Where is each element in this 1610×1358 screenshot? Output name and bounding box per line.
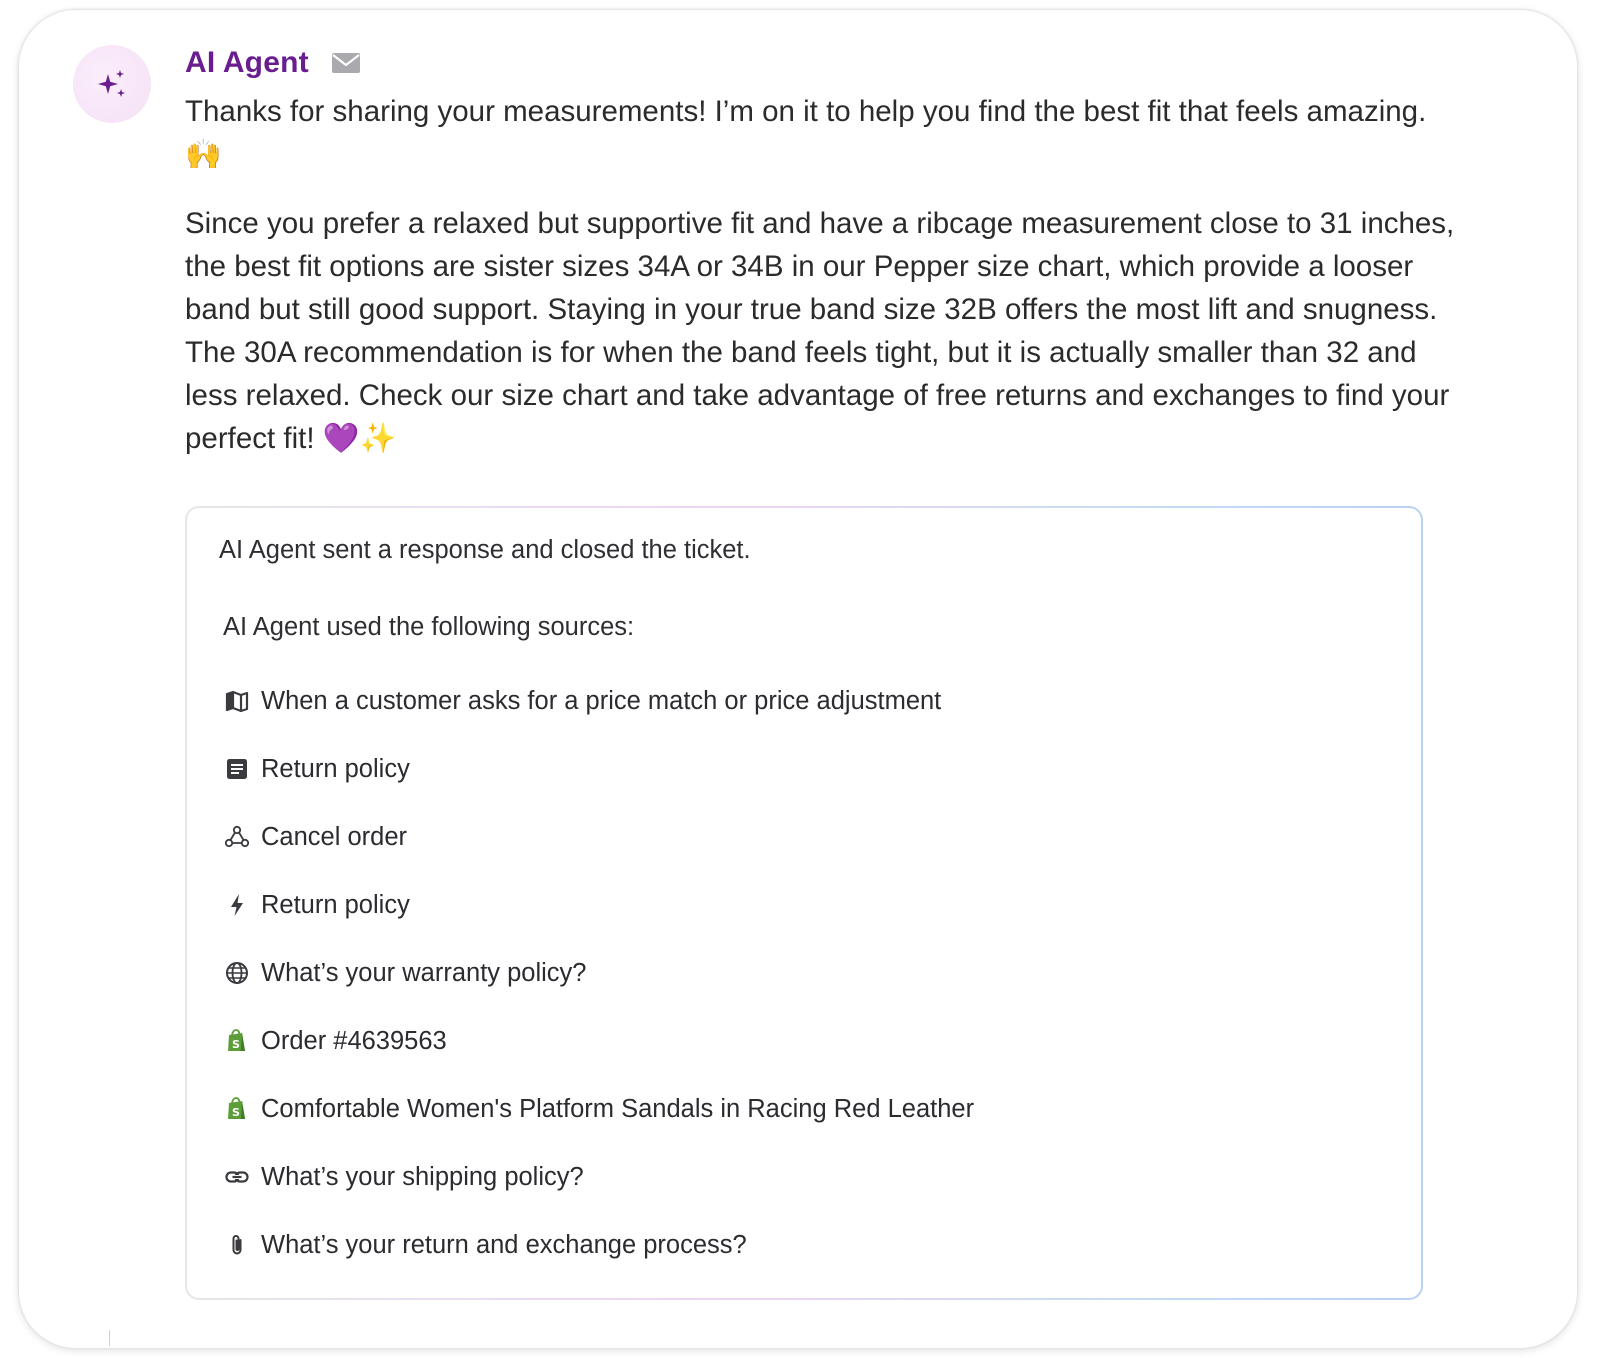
- shopify-icon: [223, 1095, 251, 1123]
- agent-name: AI Agent: [185, 46, 309, 79]
- paperclip-icon: [223, 1231, 251, 1259]
- sources-panel: [185, 506, 1423, 1300]
- source-label: Return policy: [261, 890, 410, 919]
- mail-icon: [331, 51, 361, 75]
- webhook-icon: [223, 823, 251, 851]
- source-label: What’s your warranty policy?: [261, 958, 587, 987]
- globe-icon: [223, 959, 251, 987]
- map-icon: [223, 687, 251, 715]
- shopify-icon: [223, 1027, 251, 1055]
- lightning-icon: [223, 891, 251, 919]
- svg-text:S: S: [232, 1038, 240, 1051]
- source-label: What’s your shipping policy?: [261, 1162, 584, 1191]
- sparkles-icon: [94, 66, 130, 102]
- message-content: [185, 42, 1455, 460]
- ticket-status: AI Agent sent a response and closed the ticket.: [219, 536, 751, 564]
- divider-tick: [109, 1330, 110, 1346]
- svg-text:S: S: [232, 1106, 240, 1119]
- source-list: [223, 667, 1389, 1279]
- article-icon: [223, 755, 251, 783]
- source-label: Order #4639563: [261, 1026, 447, 1055]
- message-body: [185, 90, 1455, 460]
- message-paragraph: Since you prefer a relaxed but supportive fit and have a ribcage measurement close to 31 inches, the best fit options are sister sizes 34A or 34B in our Pepper size chart, which provide a looser band but still good support. Staying in your true band size 32B offers the most lift and snugness. The 30A recommendation is for when the band feels tight, but it is actually smaller than 32 and less relaxed. Check our size chart and take advantage of free returns and exchanges to find your perfect fit! 💜✨: [185, 207, 1455, 455]
- message-paragraph: Thanks for sharing your measurements! I’m on it to help you find the best fit that feels amazing. 🙌: [185, 95, 1427, 171]
- source-item[interactable]: [223, 803, 1389, 871]
- source-label: Cancel order: [261, 822, 407, 851]
- link-icon: [223, 1163, 251, 1191]
- message-card: [18, 9, 1578, 1349]
- agent-avatar: [73, 45, 151, 123]
- source-item[interactable]: [223, 1007, 1389, 1075]
- source-label: Comfortable Women's Platform Sandals in Racing Red Leather: [261, 1094, 975, 1123]
- sources-heading: AI Agent used the following sources:: [223, 613, 635, 641]
- source-label: What’s your return and exchange process?: [261, 1230, 747, 1259]
- message-header: [185, 42, 1455, 84]
- source-item[interactable]: [223, 735, 1389, 803]
- source-label: When a customer asks for a price match or price adjustment: [261, 686, 942, 715]
- source-item[interactable]: [223, 667, 1389, 735]
- source-item[interactable]: [223, 1143, 1389, 1211]
- source-label: Return policy: [261, 754, 410, 783]
- source-item[interactable]: [223, 939, 1389, 1007]
- sources-panel-inner: [187, 508, 1421, 1298]
- source-item[interactable]: [223, 1211, 1389, 1279]
- source-item[interactable]: [223, 1075, 1389, 1143]
- source-item[interactable]: [223, 871, 1389, 939]
